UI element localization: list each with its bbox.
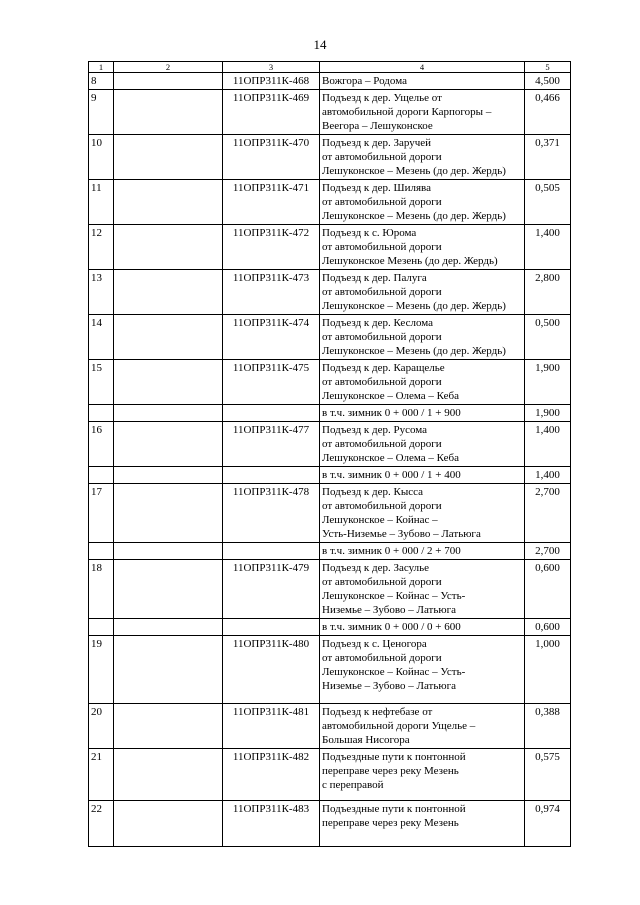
road-length: 1,900 (525, 360, 571, 405)
empty-cell (114, 619, 223, 636)
road-length: 0,600 (525, 619, 571, 636)
table-row (89, 90, 571, 135)
table-row (89, 360, 571, 405)
header-col-3: 3 (223, 62, 320, 73)
road-name: Подъездные пути к понтонной переправе через реку Мезень с переправой (320, 749, 525, 801)
empty-cell (114, 315, 223, 360)
road-length: 0,575 (525, 749, 571, 801)
road-code: 11ОПР311К-481 (223, 704, 320, 749)
table-row (89, 180, 571, 225)
road-length: 0,974 (525, 801, 571, 847)
header-col-1: 1 (89, 62, 114, 73)
table-row (89, 315, 571, 360)
road-code: 11ОПР311К-471 (223, 180, 320, 225)
table-row (89, 636, 571, 704)
road-code: 11ОПР311К-483 (223, 801, 320, 847)
table-row (89, 619, 571, 636)
road-code: 11ОПР311К-469 (223, 90, 320, 135)
row-number: 9 (89, 90, 114, 135)
row-number: 21 (89, 749, 114, 801)
road-name: в т.ч. зимник 0 + 000 / 1 + 900 (320, 405, 525, 422)
road-length: 2,800 (525, 270, 571, 315)
road-code: 11ОПР311К-468 (223, 73, 320, 90)
road-length: 0,600 (525, 560, 571, 619)
row-number: 10 (89, 135, 114, 180)
road-code: 11ОПР311К-480 (223, 636, 320, 704)
road-name: Подъезд к дер. Палуга от автомобильной дороги Лешуконское – Мезень (до дер. Жердь) (320, 270, 525, 315)
row-number: 19 (89, 636, 114, 704)
road-length: 2,700 (525, 484, 571, 543)
road-code: 11ОПР311К-482 (223, 749, 320, 801)
road-length: 1,000 (525, 636, 571, 704)
road-name: Подъезд к дер. Шилява от автомобильной дороги Лешуконское – Мезень (до дер. Жердь) (320, 180, 525, 225)
empty-cell (114, 484, 223, 543)
table-header-row (89, 62, 571, 73)
row-number (89, 467, 114, 484)
row-number: 12 (89, 225, 114, 270)
road-code: 11ОПР311К-470 (223, 135, 320, 180)
road-name: в т.ч. зимник 0 + 000 / 1 + 400 (320, 467, 525, 484)
road-length: 0,505 (525, 180, 571, 225)
road-code: 11ОПР311К-475 (223, 360, 320, 405)
row-number: 16 (89, 422, 114, 467)
row-number: 22 (89, 801, 114, 847)
road-code: 11ОПР311К-474 (223, 315, 320, 360)
empty-cell (114, 225, 223, 270)
empty-cell (114, 560, 223, 619)
road-length: 1,400 (525, 225, 571, 270)
table-row (89, 560, 571, 619)
roads-table (88, 61, 571, 847)
road-name: Подъезд к дер. Кеслома от автомобильной дороги Лешуконское – Мезень (до дер. Жердь) (320, 315, 525, 360)
header-col-2: 2 (114, 62, 223, 73)
road-code: 11ОПР311К-472 (223, 225, 320, 270)
empty-cell (114, 636, 223, 704)
road-length: 0,371 (525, 135, 571, 180)
row-number (89, 405, 114, 422)
table-row (89, 704, 571, 749)
road-name: Подъезд к дер. Кысса от автомобильной дороги Лешуконское – Койнас – Усть-Низемье – Зубово – Латьюга (320, 484, 525, 543)
row-number: 20 (89, 704, 114, 749)
road-length: 0,388 (525, 704, 571, 749)
empty-cell (114, 467, 223, 484)
road-length: 1,400 (525, 422, 571, 467)
empty-cell (114, 543, 223, 560)
table-row (89, 422, 571, 467)
row-number: 13 (89, 270, 114, 315)
road-code (223, 543, 320, 560)
table-row (89, 484, 571, 543)
table-row (89, 405, 571, 422)
row-number: 17 (89, 484, 114, 543)
road-code: 11ОПР311К-479 (223, 560, 320, 619)
row-number (89, 619, 114, 636)
road-code: 11ОПР311К-477 (223, 422, 320, 467)
page-number: 14 (313, 37, 327, 52)
road-name: Подъезд к дер. Ущелье от автомобильной дороги Карпогоры – Веегора – Лешуконское (320, 90, 525, 135)
header-col-5: 5 (525, 62, 571, 73)
road-name: Подъезд к с. Ценогора от автомобильной дороги Лешуконское – Койнас – Усть- Низемье – Зубово – Латьюга (320, 636, 525, 704)
road-name: Подъезд к с. Юрома от автомобильной дороги Лешуконское Мезень (до дер. Жердь) (320, 225, 525, 270)
road-code: 11ОПР311К-473 (223, 270, 320, 315)
empty-cell (114, 422, 223, 467)
empty-cell (114, 180, 223, 225)
road-name: Подъезд к дер. Каращелье от автомобильной дороги Лешуконское – Олема – Кеба (320, 360, 525, 405)
road-code: 11ОПР311К-478 (223, 484, 320, 543)
row-number: 14 (89, 315, 114, 360)
row-number: 18 (89, 560, 114, 619)
road-code (223, 405, 320, 422)
road-length: 1,400 (525, 467, 571, 484)
road-length: 4,500 (525, 73, 571, 90)
table-row (89, 467, 571, 484)
table-row (89, 801, 571, 847)
road-name: Подъездные пути к понтонной переправе через реку Мезень (320, 801, 525, 847)
empty-cell (114, 135, 223, 180)
road-length: 1,900 (525, 405, 571, 422)
road-length: 2,700 (525, 543, 571, 560)
empty-cell (114, 73, 223, 90)
road-name: Подъезд к дер. Заручей от автомобильной дороги Лешуконское – Мезень (до дер. Жердь) (320, 135, 525, 180)
road-name: в т.ч. зимник 0 + 000 / 2 + 700 (320, 543, 525, 560)
empty-cell (114, 270, 223, 315)
row-number: 8 (89, 73, 114, 90)
empty-cell (114, 749, 223, 801)
road-code (223, 619, 320, 636)
road-name: в т.ч. зимник 0 + 000 / 0 + 600 (320, 619, 525, 636)
table-row (89, 270, 571, 315)
road-length: 0,466 (525, 90, 571, 135)
empty-cell (114, 405, 223, 422)
empty-cell (114, 360, 223, 405)
empty-cell (114, 704, 223, 749)
header-col-4: 4 (320, 62, 525, 73)
road-name: Подъезд к дер. Засулье от автомобильной дороги Лешуконское – Койнас – Усть- Низемье – Зубово – Латьюга (320, 560, 525, 619)
row-number: 15 (89, 360, 114, 405)
row-number: 11 (89, 180, 114, 225)
road-length: 0,500 (525, 315, 571, 360)
empty-cell (114, 90, 223, 135)
table-row (89, 749, 571, 801)
road-name: Подъезд к нефтебазе от автомобильной дороги Ущелье – Большая Нисогора (320, 704, 525, 749)
table-row (89, 225, 571, 270)
road-name: Подъезд к дер. Русома от автомобильной дороги Лешуконское – Олема – Кеба (320, 422, 525, 467)
road-name: Вожгора – Родома (320, 73, 525, 90)
road-code (223, 467, 320, 484)
table-row (89, 543, 571, 560)
table-row (89, 135, 571, 180)
table-row (89, 73, 571, 90)
row-number (89, 543, 114, 560)
empty-cell (114, 801, 223, 847)
